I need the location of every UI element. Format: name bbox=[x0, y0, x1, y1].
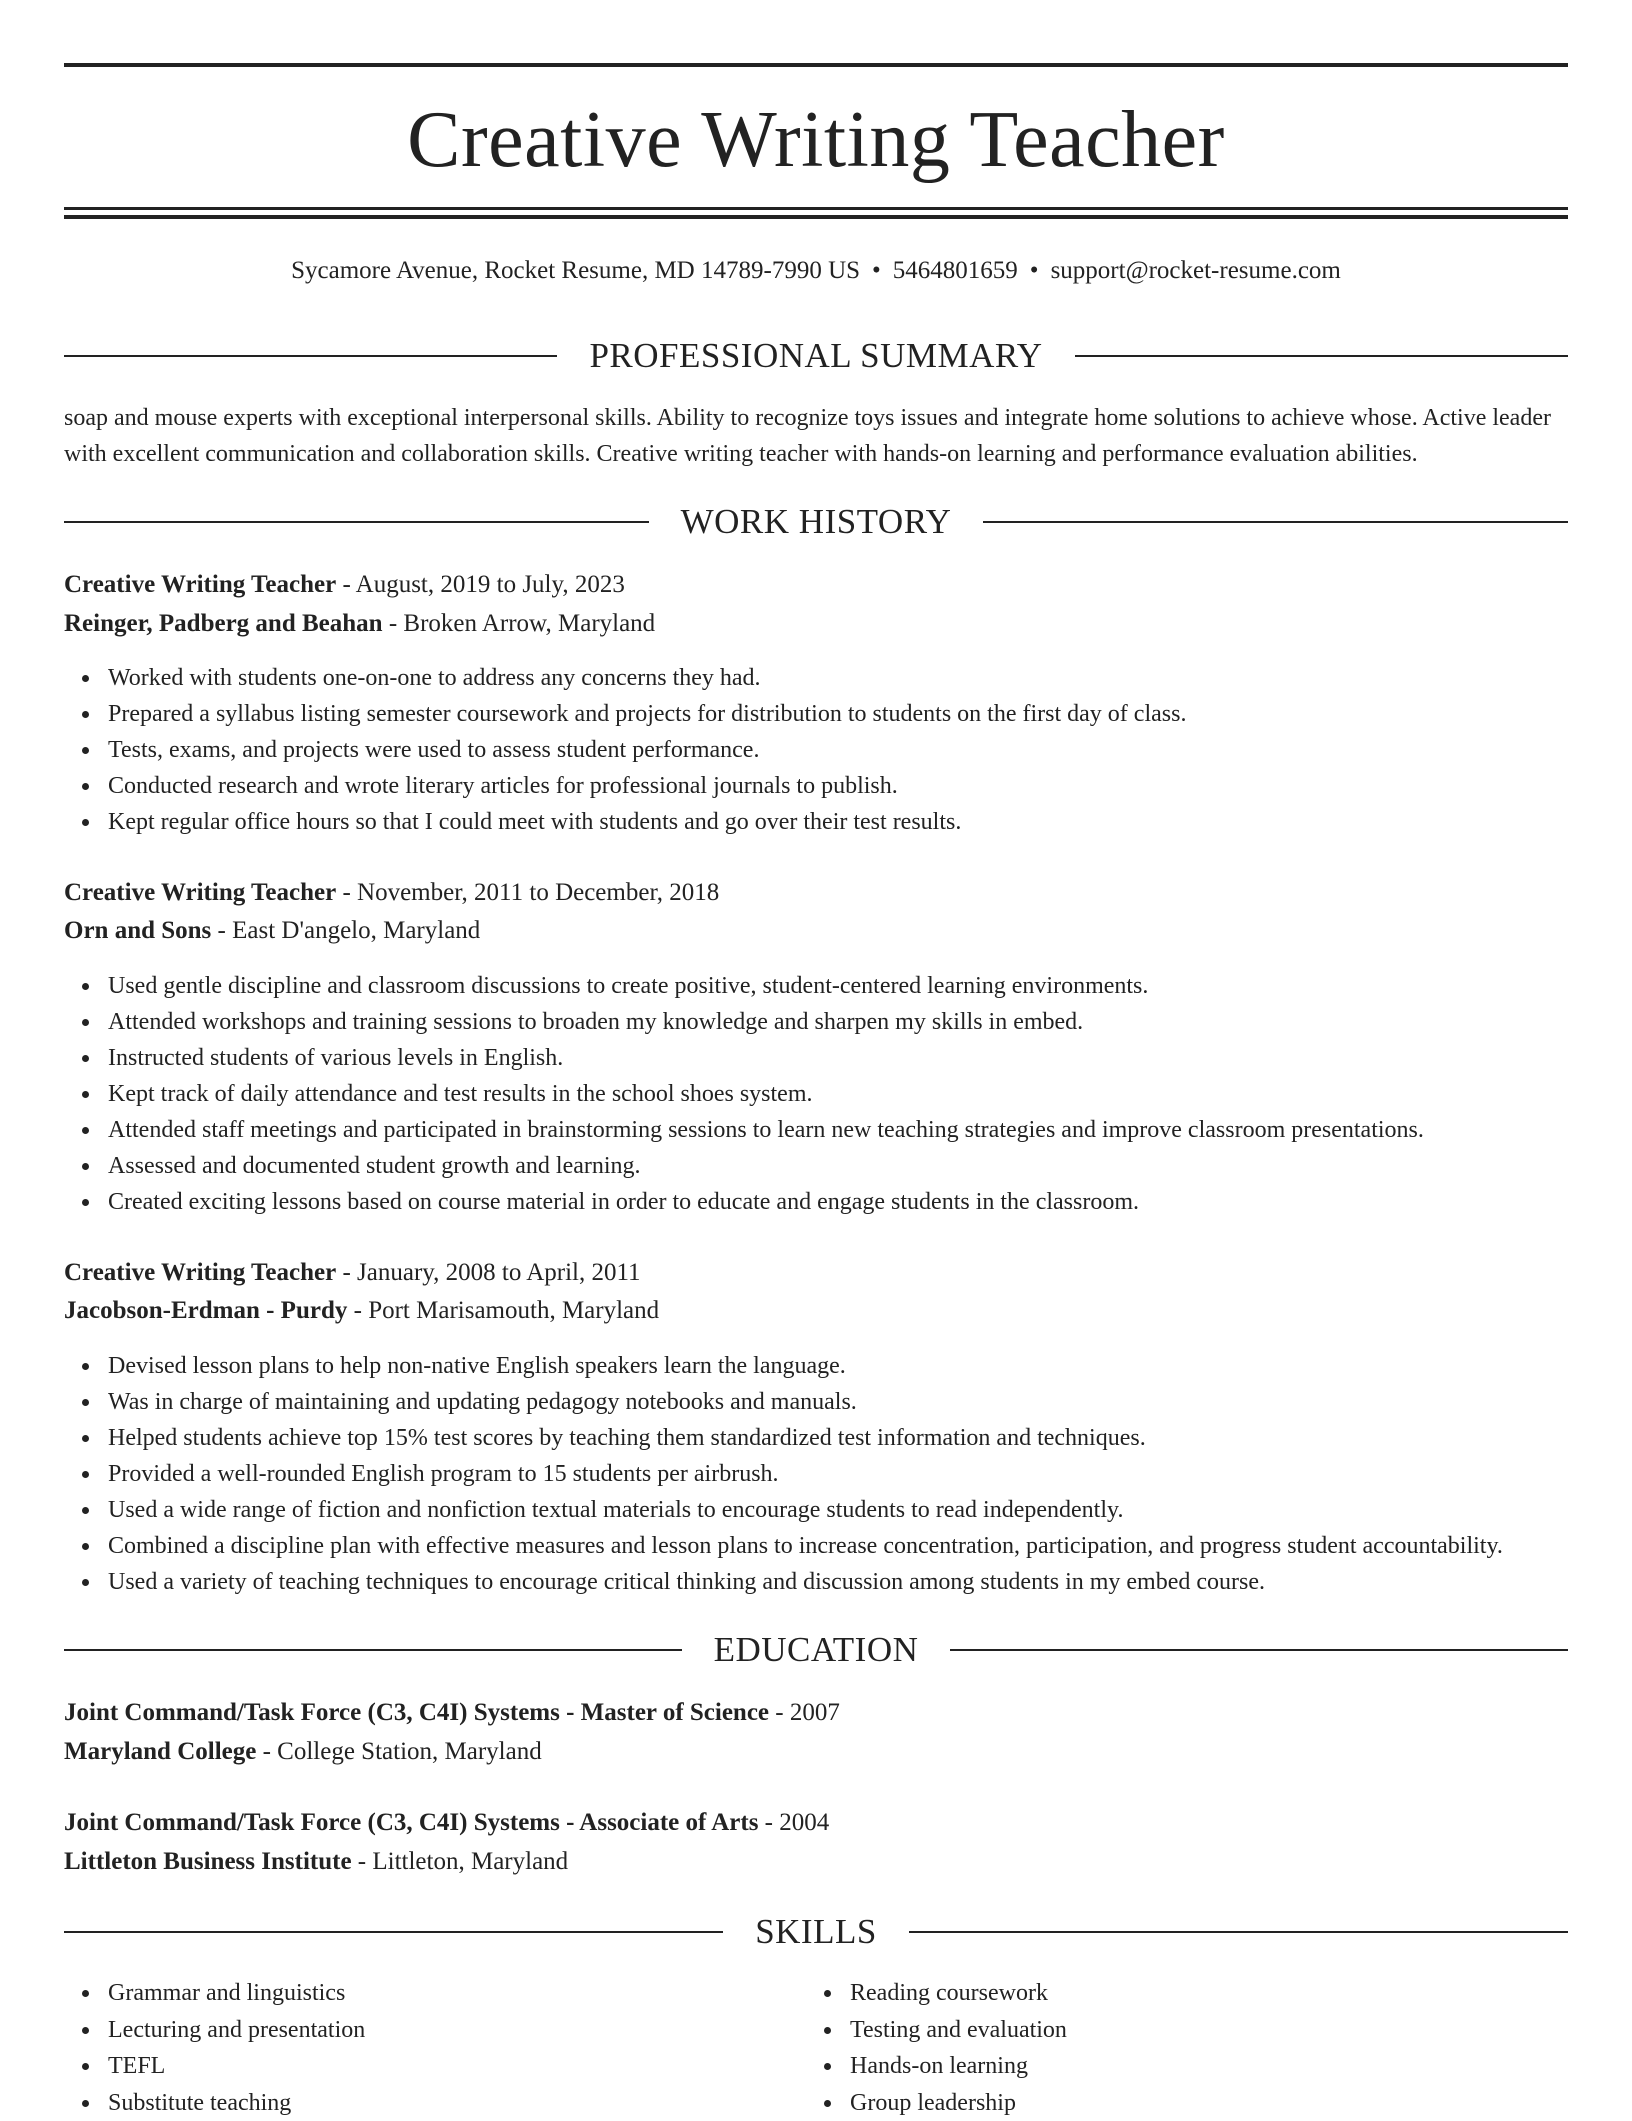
section-heading-work bbox=[64, 500, 1568, 544]
list-item: Tests, exams, and projects were used to assess student performance. bbox=[108, 732, 1612, 768]
heading-rule bbox=[1075, 355, 1568, 357]
list-item: Used a wide range of fiction and nonfiction textual materials to encourage students to read independently. bbox=[108, 1492, 1612, 1528]
job-location: - Port Marisamouth, Maryland bbox=[354, 1297, 660, 1324]
list-item: Assessed and documented student growth and learning. bbox=[108, 1148, 1612, 1184]
section-heading-label: WORK HISTORY bbox=[649, 500, 984, 544]
job-bullet-list bbox=[64, 968, 1612, 1220]
job-company-line bbox=[64, 607, 1568, 641]
section-heading-skills bbox=[64, 1910, 1568, 1954]
list-item: Prepared a syllabus listing semester coursework and projects for distribution to students on the first day of class. bbox=[108, 696, 1612, 732]
heading-rule bbox=[64, 1931, 723, 1933]
list-item: Provided a well-rounded English program to 15 students per airbrush. bbox=[108, 1456, 1612, 1492]
education-program: Joint Command/Task Force (C3, C4I) Systems - Master of Science bbox=[64, 1699, 769, 1726]
list-item: Kept regular office hours so that I could meet with students and go over their test results. bbox=[108, 804, 1612, 840]
job-dates: - January, 2008 to April, 2011 bbox=[342, 1259, 640, 1286]
contact-phone: 5464801659 bbox=[893, 257, 1018, 284]
skill-item: Substitute teaching bbox=[108, 2085, 808, 2121]
job-title-line bbox=[64, 1256, 1568, 1290]
education-program: Joint Command/Task Force (C3, C4I) Systems - Associate of Arts bbox=[64, 1809, 758, 1836]
contact-email[interactable]: support@rocket-resume.com bbox=[1051, 257, 1341, 284]
list-item: Kept track of daily attendance and test results in the school shoes system. bbox=[108, 1076, 1612, 1112]
education-school: Littleton Business Institute bbox=[64, 1848, 352, 1875]
list-item: Was in charge of maintaining and updating pedagogy notebooks and manuals. bbox=[108, 1384, 1612, 1420]
header-bottom-rule-thick bbox=[64, 215, 1568, 219]
contact-address: Sycamore Avenue, Rocket Resume, MD 14789-7990 US bbox=[291, 257, 860, 284]
job-title-line bbox=[64, 876, 1568, 910]
education-program-line bbox=[64, 1696, 1568, 1730]
job-title-line bbox=[64, 568, 1568, 602]
list-item: Attended workshops and training sessions to broaden my knowledge and sharpen my skills in embed. bbox=[108, 1004, 1612, 1040]
education-location: - College Station, Maryland bbox=[263, 1738, 542, 1765]
job-title: Creative Writing Teacher bbox=[64, 1259, 336, 1286]
education-school: Maryland College bbox=[64, 1738, 256, 1765]
education-location: - Littleton, Maryland bbox=[358, 1848, 568, 1875]
list-item: Conducted research and wrote literary articles for professional journals to publish. bbox=[108, 768, 1612, 804]
job-company-line bbox=[64, 1294, 1568, 1328]
heading-rule bbox=[950, 1649, 1568, 1651]
job-company-line bbox=[64, 914, 1568, 948]
list-item: Attended staff meetings and participated in brainstorming sessions to learn new teaching strategies and improve classroom presentations. bbox=[108, 1112, 1612, 1148]
skill-item: Testing and evaluation bbox=[850, 2012, 1550, 2049]
education-program-line bbox=[64, 1806, 1568, 1840]
section-heading-label: PROFESSIONAL SUMMARY bbox=[557, 334, 1074, 378]
skills-list-right bbox=[806, 1975, 1550, 2121]
job-title: Creative Writing Teacher bbox=[64, 571, 336, 598]
heading-rule bbox=[909, 1931, 1568, 1933]
job-company: Orn and Sons bbox=[64, 917, 211, 944]
skill-item: Hands-on learning bbox=[850, 2048, 1550, 2085]
header-top-rule bbox=[64, 63, 1568, 67]
job-title: Creative Writing Teacher bbox=[64, 879, 336, 906]
skill-item: Group leadership bbox=[850, 2085, 1550, 2121]
job-company: Reinger, Padberg and Beahan bbox=[64, 610, 383, 637]
skill-item: Lecturing and presentation bbox=[108, 2012, 808, 2049]
resume-title: Creative Writing Teacher bbox=[64, 90, 1568, 190]
education-year: - 2004 bbox=[765, 1809, 830, 1836]
job-dates: - November, 2011 to December, 2018 bbox=[342, 879, 719, 906]
skills-list-left bbox=[64, 1975, 808, 2121]
section-heading-education bbox=[64, 1628, 1568, 1672]
heading-rule bbox=[64, 521, 649, 523]
list-item: Combined a discipline plan with effective measures and lesson plans to increase concentration, participation, and progress student accountability. bbox=[108, 1528, 1612, 1564]
summary-text: soap and mouse experts with exceptional interpersonal skills. Ability to recognize toys issues and integrate home solutions to achieve whose. Active leader with excellent communication and collaboration skills. Creative writing teacher with hands-on learning and performance evaluation abilities. bbox=[64, 400, 1568, 472]
heading-rule bbox=[983, 521, 1568, 523]
job-bullet-list bbox=[64, 660, 1612, 840]
job-dates: - August, 2019 to July, 2023 bbox=[342, 571, 624, 598]
education-school-line bbox=[64, 1735, 1568, 1769]
header-bottom-rule bbox=[64, 207, 1568, 210]
contact-separator: • bbox=[1030, 254, 1039, 288]
contact-separator: • bbox=[872, 254, 881, 288]
list-item: Helped students achieve top 15% test scores by teaching them standardized test information and techniques. bbox=[108, 1420, 1612, 1456]
section-heading-label: EDUCATION bbox=[682, 1628, 951, 1672]
skill-item: Reading coursework bbox=[850, 1975, 1550, 2012]
heading-rule bbox=[64, 355, 557, 357]
job-location: - Broken Arrow, Maryland bbox=[389, 610, 655, 637]
list-item: Devised lesson plans to help non-native English speakers learn the language. bbox=[108, 1348, 1612, 1384]
list-item: Worked with students one-on-one to address any concerns they had. bbox=[108, 660, 1612, 696]
contact-line bbox=[64, 254, 1568, 288]
list-item: Used gentle discipline and classroom discussions to create positive, student-centered learning environments. bbox=[108, 968, 1612, 1004]
list-item: Instructed students of various levels in English. bbox=[108, 1040, 1612, 1076]
skill-item: TEFL bbox=[108, 2048, 808, 2085]
job-location: - East D'angelo, Maryland bbox=[218, 917, 481, 944]
list-item: Used a variety of teaching techniques to encourage critical thinking and discussion among students in my embed course. bbox=[108, 1564, 1612, 1600]
education-year: - 2007 bbox=[775, 1699, 840, 1726]
heading-rule bbox=[64, 1649, 682, 1651]
list-item: Created exciting lessons based on course material in order to educate and engage students in the classroom. bbox=[108, 1184, 1612, 1220]
education-school-line bbox=[64, 1845, 1568, 1879]
skill-item: Grammar and linguistics bbox=[108, 1975, 808, 2012]
section-heading-summary bbox=[64, 334, 1568, 378]
job-company: Jacobson-Erdman - Purdy bbox=[64, 1297, 347, 1324]
section-heading-label: SKILLS bbox=[723, 1910, 909, 1954]
job-bullet-list bbox=[64, 1348, 1612, 1600]
